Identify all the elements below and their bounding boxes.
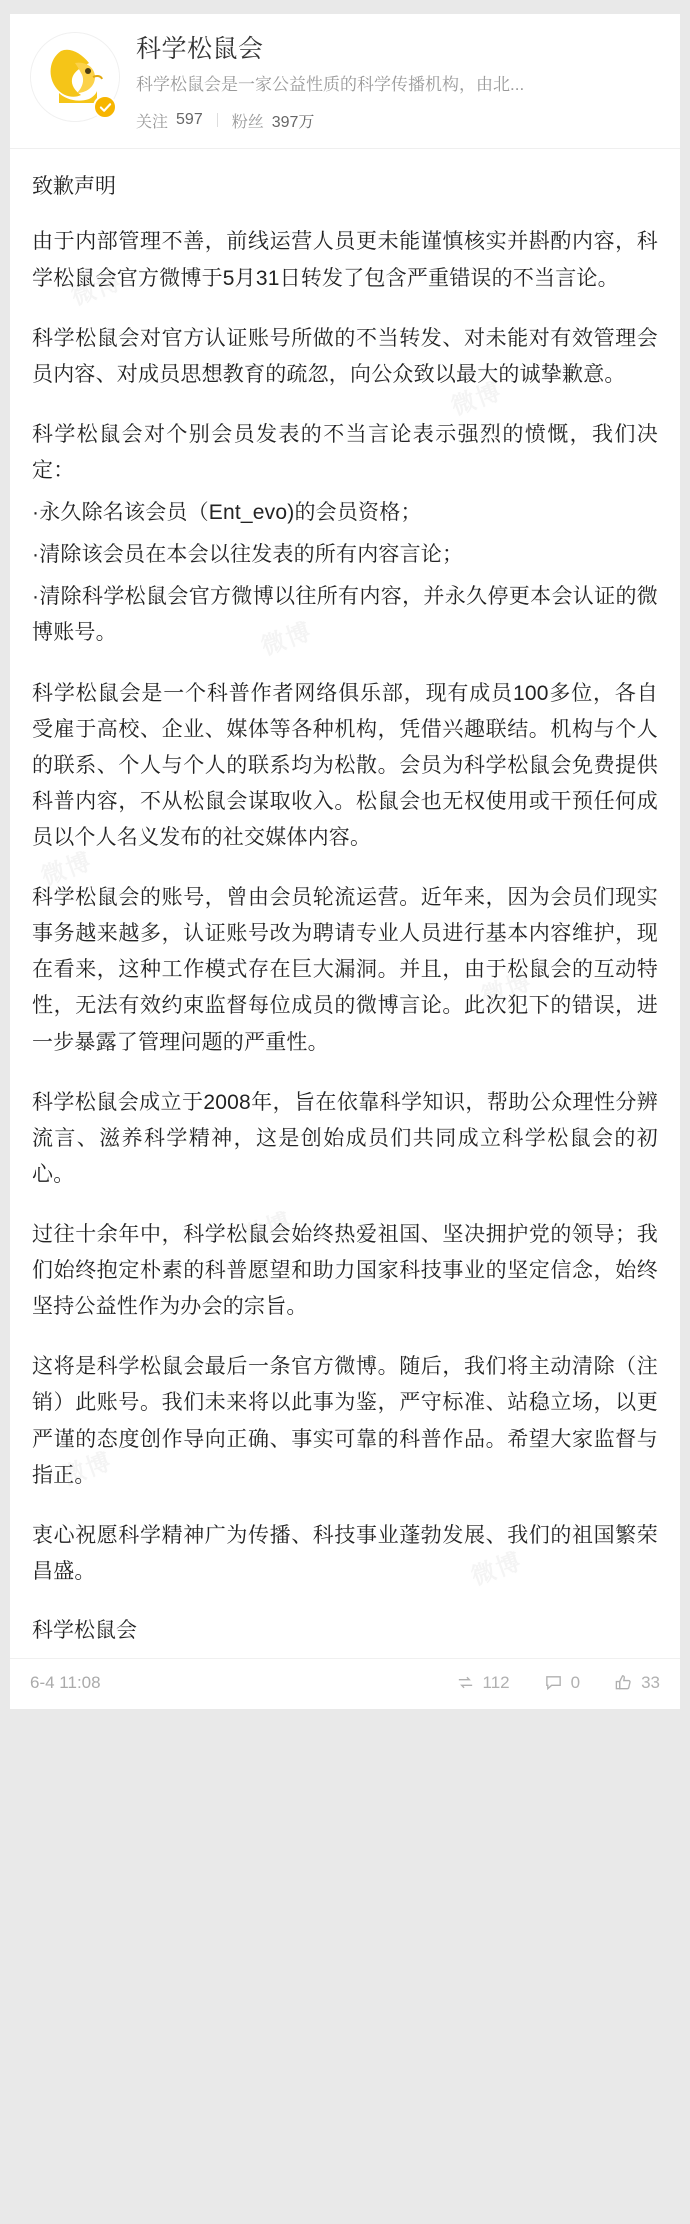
page-title: 致歉声明 [32,174,116,198]
post-paragraph: 科学松鼠会成立于2008年，旨在依靠科学知识，帮助公众理性分辨流言、滋养科学精神，这是创始成员们共同成立科学松鼠会的初心。 [32,1090,658,1186]
list-item: ·永久除名该会员（Ent_evo)的会员资格； [32,501,422,525]
profile-header[interactable] [10,14,680,149]
post-paragraph: 这将是科学松鼠会最后一条官方微博。随后，我们将主动清除（注销）此账号。我们未来将以此事为鉴，严守标准、站稳立场，以更严谨的态度创作导向正确、事实可靠的科普作品。希望大家监督与指正。 [32,1355,658,1487]
avatar[interactable] [30,32,118,120]
post-paragraph: 过往十余年中，科学松鼠会始终热爱祖国、坚决拥护党的领导；我们始终抱定朴素的科普愿望和助力国家科技事业的坚定信念，始终坚持公益性作为办会的宗旨。 [32,1222,658,1319]
post-signature: 科学松鼠会 [32,1618,137,1642]
profile-stats [136,109,660,132]
followers-count: 397万 [271,113,315,131]
comment-count: 0 [570,1672,581,1692]
post-actions [422,1673,661,1693]
weibo-post-card [10,14,680,1709]
followers-label: 粉丝 [231,113,264,131]
comment-button[interactable] [544,1673,580,1693]
post-paragraph: 科学松鼠会对个别会员发表的不当言论表示强烈的愤慨，我们决定： [32,422,658,482]
repost-count: 112 [482,1672,510,1692]
following-count: 597 [176,111,203,129]
post-footer [10,1658,680,1709]
post-timestamp: 6-4 11:08 [30,1672,101,1692]
thumbs-up-icon [614,1673,633,1692]
like-count: 33 [641,1672,660,1692]
repost-icon [456,1673,475,1692]
post-paragraph: 由于内部管理不善，前线运营人员更未能谨慎核实并斟酌内容，科学松鼠会官方微博于5月31日转发了包含严重错误的不当言论。 [32,230,658,290]
profile-description: 科学松鼠会是一家公益性质的科学传播机构，由北... [136,75,525,94]
like-button[interactable] [614,1673,660,1693]
post-paragraph: 衷心祝愿科学精神广为传播、科技事业蓬勃发展、我们的祖国繁荣昌盛。 [32,1523,658,1583]
post-paragraph: 科学松鼠会的账号，曾由会员轮流运营。近年来，因为会员们现实事务越来越多，认证账号改为聘请专业人员进行基本内容维护，现在看来，这种工作模式存在巨大漏洞。并且，由于松鼠会的互动特性，无法有效约束监督每位成员的微博言论。此次犯下的错误，进一步暴露了管理问题的严重性。 [32,886,658,1054]
profile-nickname[interactable]: 科学松鼠会 [136,35,264,63]
stats-divider [217,113,218,127]
post-paragraph: 科学松鼠会是一个科普作者网络俱乐部，现有成员100多位，各自受雇于高校、企业、媒体等各种机构，凭借兴趣联结。机构与个人的联系、个人与个人的联系均为松散。会员为科学松鼠会免费提供科普内容，不从松鼠会谋取收入。松鼠会也无权使用或干预任何成员以个人名义发布的社交媒体内容。 [32,681,658,849]
post-paragraph: 科学松鼠会对官方认证账号所做的不当转发、对未能对有效管理会员内容、对成员思想教育的疏忽，向公众致以最大的诚挚歉意。 [32,326,658,386]
comment-icon [544,1673,563,1692]
list-item: ·清除该会员在本会以往发表的所有内容言论； [32,543,464,567]
verified-badge-icon [93,95,117,119]
profile-info [136,32,660,132]
following-label: 关注 [136,113,169,131]
list-item: ·清除科学松鼠会官方微博以往所有内容，并永久停更本会认证的微博账号。 [32,585,658,645]
post-content [10,149,680,1658]
repost-button[interactable] [456,1673,510,1693]
